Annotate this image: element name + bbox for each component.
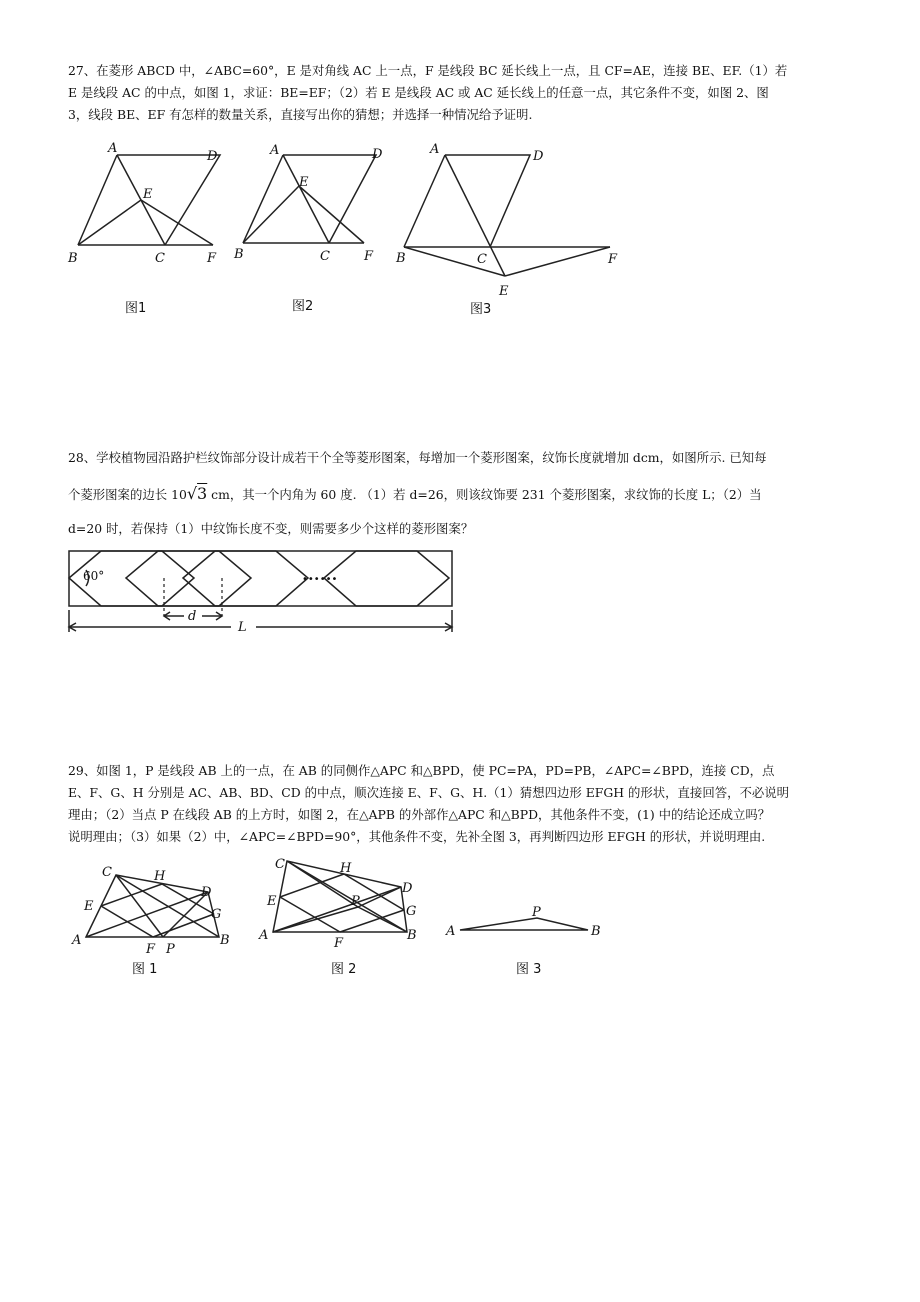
q28-rhombus-2: [126, 551, 251, 606]
q28-line2a: 个菱形图案的边长 10: [68, 487, 187, 502]
fig3-segment-be: [404, 247, 505, 276]
q29-figure-3: [440, 902, 615, 980]
q28-line2b: cm，其一个内角为 60 度. （1）若 d=26，则该纹饰要 231 个菱形图案，求纹饰的长度 L；（2）当: [207, 487, 762, 502]
fig3-side-ad-dc: [445, 155, 530, 247]
fig1-label-d: D: [207, 149, 218, 164]
q29-text: [68, 760, 858, 848]
sqrt-symbol: √3: [186, 484, 208, 503]
fig2-caption: 图2: [292, 299, 314, 314]
q28-rhombus-last: [324, 551, 449, 606]
q29-fig2-label-c: C: [275, 857, 285, 872]
fig2-side-ad-dc: [283, 155, 376, 243]
q29-fig1-label-d: D: [201, 885, 212, 900]
q29-fig2-label-e: E: [267, 894, 277, 909]
fig3-label-b: B: [396, 251, 406, 266]
fig3-label-d: D: [533, 149, 544, 164]
q29-fig1-caption: 图 1: [132, 962, 158, 977]
q29-fig1-pc: [116, 875, 163, 937]
q29-fig3-label-a: A: [446, 924, 456, 939]
q29-fig2-label-p: P: [351, 894, 360, 909]
q29-figure-2: [255, 855, 430, 980]
q29-line1: 29、如图 1，P 是线段 AB 上的一点，在 AB 的同侧作△APC 和△BPD，使 PC=PA，PD=PB，∠APC=∠BPD，连接 CD，点: [68, 763, 775, 778]
q29-fig2-label-f: F: [334, 936, 344, 951]
q28-d-label: d: [188, 609, 197, 624]
fig1-label-e: E: [143, 187, 153, 202]
fig2-label-d: D: [372, 147, 383, 162]
q28-angle-label: 60°: [83, 569, 105, 583]
fig3-label-f: F: [608, 252, 618, 267]
fig1-caption: 图1: [125, 301, 147, 316]
q29-fig2-label-b: B: [407, 928, 417, 943]
q28-line1: 28、学校植物园沿路护栏纹饰部分设计成若干个全等菱形图案，每增加一个菱形图案，纹饰长度就增加 dcm，如图所示. 已知每: [68, 450, 767, 465]
q29-fig1-label-c: C: [102, 865, 112, 880]
fig2-side-ab: [243, 155, 283, 243]
fig1-side-ad-dc: [117, 155, 220, 245]
fig3-label-c: C: [477, 252, 487, 267]
q28-text: [68, 446, 858, 541]
q29-fig3-label-p: P: [532, 905, 541, 920]
fig3-diagonal-ac-extended: [445, 155, 505, 276]
q29-fig3-caption: 图 3: [516, 962, 542, 977]
fig1-label-f: F: [207, 251, 217, 266]
sqrt-radicand: 3: [197, 484, 208, 503]
q29-fig1-label-a: A: [72, 933, 82, 948]
q29-line3: 理由；（2）当点 P 在线段 AB 的上方时，如图 2，在△APB 的外部作△APC 和△BPD，其他条件不变，(1) 中的结论还成立吗？: [68, 807, 771, 822]
q28-line3: d=20 时，若保持（1）中纹饰长度不变，则需要多少个这样的菱形图案？: [68, 521, 474, 536]
fig2-label-a: A: [270, 143, 280, 158]
q29-fig2-label-d: D: [402, 881, 413, 896]
q29-fig1-label-g: G: [211, 907, 222, 922]
q28-l-label: L: [238, 620, 247, 635]
q29-fig2-label-h: H: [340, 861, 352, 876]
fig3-side-ab: [404, 155, 445, 247]
q29-fig2-caption: 图 2: [331, 962, 357, 977]
q27-figure-3: [392, 140, 632, 325]
q28-ellipsis: ••••••: [302, 574, 338, 585]
fig1-label-b: B: [68, 251, 78, 266]
q27-text: [68, 60, 858, 126]
fig1-label-c: C: [155, 251, 165, 266]
q29-fig2-label-a: A: [259, 928, 269, 943]
q29-fig2-label-g: G: [406, 904, 417, 919]
q29-fig1-label-f: F: [146, 942, 156, 957]
fig2-segment-be: [243, 186, 299, 243]
q29-fig1-label-h: H: [154, 869, 166, 884]
q29-line4: 说明理由；（3）如果（2）中，∠APC=∠BPD=90°，其他条件不变，先补全图 3，再判断四边形 EFGH 的形状，并说明理由.: [68, 829, 766, 844]
fig3-label-e: E: [499, 284, 509, 299]
q27-figure-1: [60, 140, 230, 320]
q28-figure: [66, 548, 458, 638]
fig2-label-e: E: [299, 175, 309, 190]
q29-fig1-label-p: P: [166, 942, 175, 957]
q29-figure-1: [68, 862, 243, 980]
q27-line1: 27、在菱形 ABCD 中，∠ABC=60°，E 是对角线 AC 上一点，F 是线段 BC 延长线上一点，且 CF=AE，连接 BE、EF.（1）若: [68, 63, 788, 78]
fig3-segment-ef: [505, 247, 610, 276]
q29-fig3-triangle-apb: [460, 918, 588, 930]
fig1-label-a: A: [108, 141, 118, 156]
fig3-label-a: A: [430, 142, 440, 157]
q29-fig1-label-b: B: [220, 933, 230, 948]
q28-rhombus-3: [183, 551, 308, 606]
q27-line2: E 是线段 AC 的中点，如图 1，求证：BE=EF；（2）若 E 是线段 AC 或 AC 延长线上的任意一点，其它条件不变，如图 2、图: [68, 85, 769, 100]
q29-line2: E、F、G、H 分别是 AC、AB、BD、CD 的中点，顺次连接 E、F、G、H.（1）猜想四边形 EFGH 的形状，直接回答，不必说明: [68, 785, 790, 800]
fig2-label-b: B: [234, 247, 244, 262]
fig2-label-c: C: [320, 249, 330, 264]
fig2-label-f: F: [364, 249, 374, 264]
fig1-segment-ef: [141, 200, 213, 245]
q29-fig2-gf: [340, 910, 404, 932]
q27-figure-2: [232, 140, 402, 320]
q29-fig1-label-e: E: [84, 899, 94, 914]
fig3-caption: 图3: [470, 302, 492, 317]
q27-line3: 3，线段 BE、EF 有怎样的数量关系，直接写出你的猜想；并选择一种情况给予证明.: [68, 107, 533, 122]
q29-fig3-label-b: B: [591, 924, 601, 939]
fig2-diagonal-ac: [283, 155, 329, 243]
q28-line2: [68, 482, 858, 507]
